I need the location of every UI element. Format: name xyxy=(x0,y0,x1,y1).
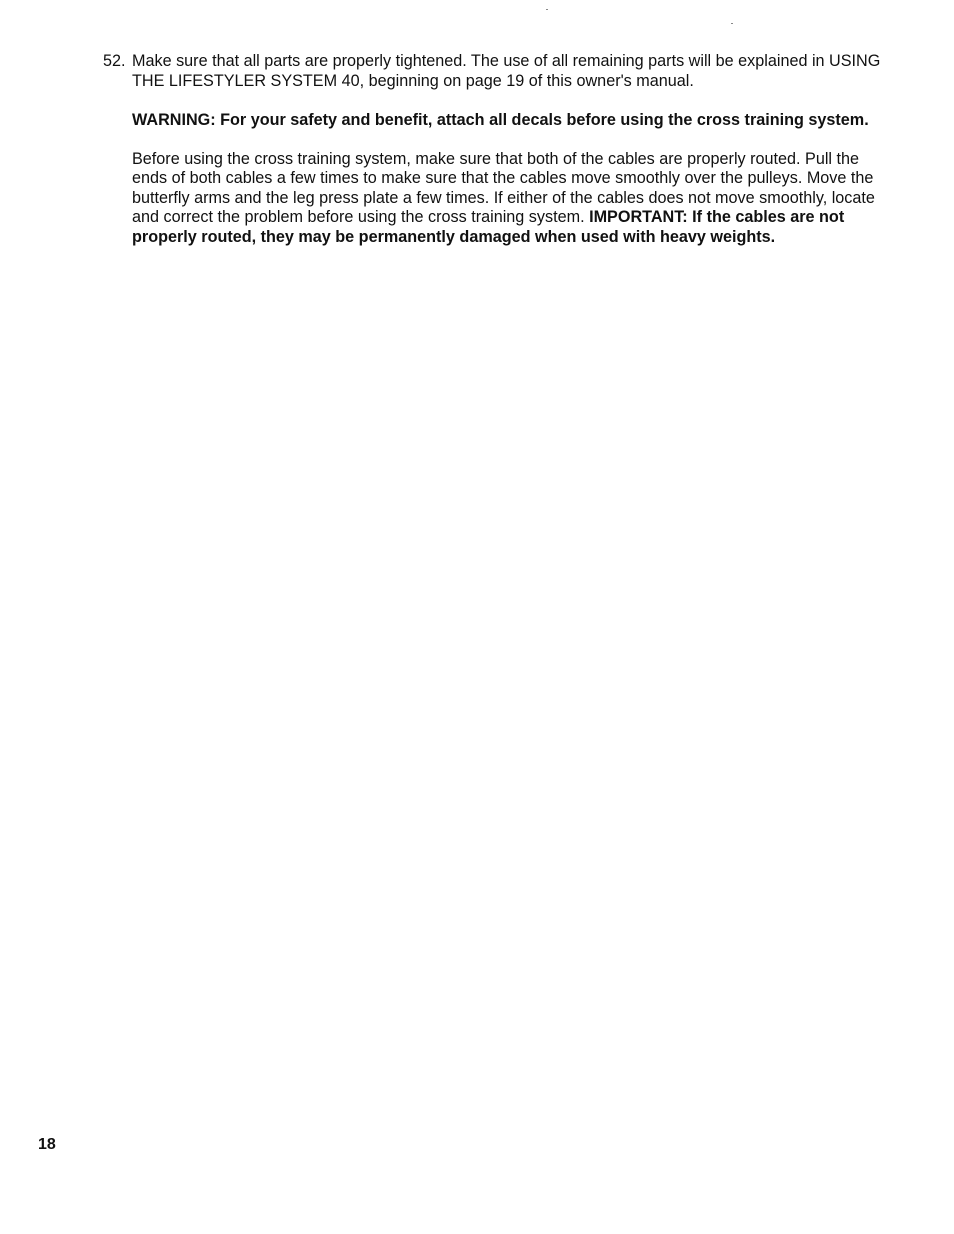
page-number: 18 xyxy=(38,1136,56,1153)
cable-check-paragraph xyxy=(132,150,893,248)
cable-check-text: Before using the cross training system, make sure that both of the cables are properly routed. Pull the ends of both cables a few times to make sure that the cables move smoothly over the pulleys. Move the butterfly arms and the leg press plate a few times. If either of the cables does not move smoothly, locate and correct the problem before using the cross training system. xyxy=(132,149,875,226)
step-body xyxy=(132,52,893,247)
assembly-step xyxy=(103,52,893,267)
step-number: 52. xyxy=(103,52,126,70)
scan-speck xyxy=(731,23,733,24)
scan-speck xyxy=(546,9,548,10)
step-intro: Make sure that all parts are properly tightened. The use of all remaining parts will be explained in USING THE LIFESTYLER SYSTEM 40, beginning on page 19 of this owner's manual. xyxy=(132,52,881,90)
decal-warning: WARNING: For your safety and benefit, attach all decals before using the cross training system. xyxy=(132,110,869,129)
important-note: IMPORTANT: If the cables are not properly routed, they may be permanently damaged when used with heavy weights. xyxy=(132,208,845,246)
